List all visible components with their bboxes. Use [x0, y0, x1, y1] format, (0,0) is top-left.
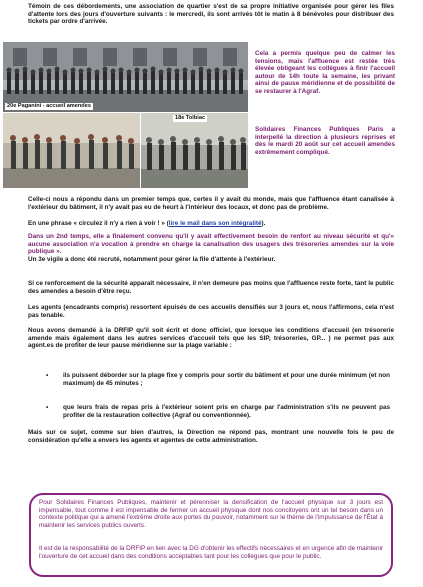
photo-caption-paganini: 20e Paganini - accueil amendes	[7, 103, 91, 109]
body-paragraph-5: Si ce renforcement de la sécurité apparaît nécessaire, il n'en demeure pas moins que l'affluence reste forte, tant le public des amendes a besoin d'être reçu.	[28, 280, 394, 295]
body-paragraph-7: Nous avons demandé à la DRFIP qu'il soit écrit et donc officiel, que lorsque les conditions d'accueil (en trésorerie amende mais également dans les autres services d'accueil tels que les SIP, trésoreries, GP... ) ne permet pas aux agent.es de profiter de leur pause méridienne sur la plage variable :	[28, 327, 394, 349]
right-column-paragraph-1: Cela a permis quelque peu de calmer les tensions, mais l'affluence est restée très élevée obligeant les collègues à finir l'accueil autour de 14h toute la semaine, les privant ainsi de pause méridienne et de possibilité de se restaurer à l'Agraf.	[255, 50, 395, 95]
body-paragraph-2	[28, 220, 394, 228]
conclusion-paragraph-1: Pour Solidaires Finances Publiques, maintenir et pérenniser la densification de l'accueil physique sur 3 jours est impensable, tout comme il est impensable de fermer un accueil physique dont nos concitoyens ont un tel besoin dans un contexte politique qui a amené l'extrême droite aux portes du pouvoir, notamment sur le thème de l'impuissance de l'État à maintenir les services publics ouverts.	[39, 499, 383, 529]
body-paragraph-2-text: En une phrase « circulez il n'y a rien à voir ! » (	[28, 220, 169, 227]
body-paragraph-8: Mais sur ce sujet, comme sur bien d'autres, la Direction ne répond pas, montrant une nouvelle fois le peu de considération qu'elle a envers les agents et agentes de cette administration.	[28, 429, 394, 444]
body-paragraph-6: Les agents (encadrants compris) ressortent épuisés de ces accueils densifiés sur 3 jours et, nous l'affirmons, cela n'est pas tenable.	[28, 304, 394, 319]
read-full-mail-link[interactable]: lire le mail dans son intégralité	[168, 220, 262, 227]
intro-paragraph: Témoin de ces débordements, une association de quartier s'est de sa propre initiative organisée pour gérer les files d'attente lors des jours d'ouverture suivants : le mercredi, ils sont arrivés tôt le matin à 8 bénévoles pour distribuer des tickets par ordre d'arrivée.	[28, 3, 394, 25]
bullet-item-2: que leurs frais de repas pris à l'extérieur soient pris en charge par l'administration s'ils ne peuvent pas profiter de la restauration collective (Agraf ou conventionnée).	[63, 404, 390, 419]
photo-paganini-queue	[3, 42, 248, 112]
photo-street-crowd	[3, 113, 140, 188]
queue-photo-2-image	[3, 113, 140, 188]
queue-photo-3-image	[141, 113, 248, 188]
conclusion-paragraph-2: Il est de la responsabilité de la DRFIP en lien avec la DG d'obtenir les effectifs nécessaires et en urgence afin de maintenir l'ouverture de cet accueil dans des conditions acceptables tant pour les collègues que pour le public.	[39, 545, 383, 560]
body-paragraph-4: Un 3e vigile a donc été recruté, notamment pour gérer la file d'attente à l'extérieur.	[28, 256, 276, 263]
body-paragraph-3: Dans un 2nd temps, elle a finalement convenu qu'il y avait effectivement besoin de renfort au niveau sécurité et qu'« aucune association n'a vocation à prendre en charge la canalisation des usagers des trésoreries amendes sur la voie publique ».	[28, 233, 394, 255]
body-paragraph-1: Celle-ci nous a répondu dans un premier temps que, certes il y avait du monde, mais que l'affluence étant canalisée à l'extérieur du bâtiment, il n'y avait pas eu de heurt à l'intérieur des locaux, et donc pas de problème.	[28, 196, 394, 211]
queue-photo-1-image	[3, 42, 248, 112]
right-column-paragraph-2: Solidaires Finances Publiques Paris a interpellé la direction à plusieurs reprises et dès le mardi 20 août sur cet accueil amendes extrêmement compliqué.	[255, 126, 395, 156]
bullet-item-1: ils puissent déborder sur la plage fixe y compris pour sortir du bâtiment et pour une durée minimum (et non maximum) de 45 minutes ;	[63, 372, 390, 387]
photo-tolbiac-queue	[141, 113, 248, 188]
body-paragraph-2-end: ).	[261, 220, 266, 227]
bullet-marker-1: •	[46, 372, 49, 379]
photo-caption-tolbiac: 18e Tolbiac	[175, 115, 206, 121]
bullet-marker-2: •	[46, 404, 49, 411]
